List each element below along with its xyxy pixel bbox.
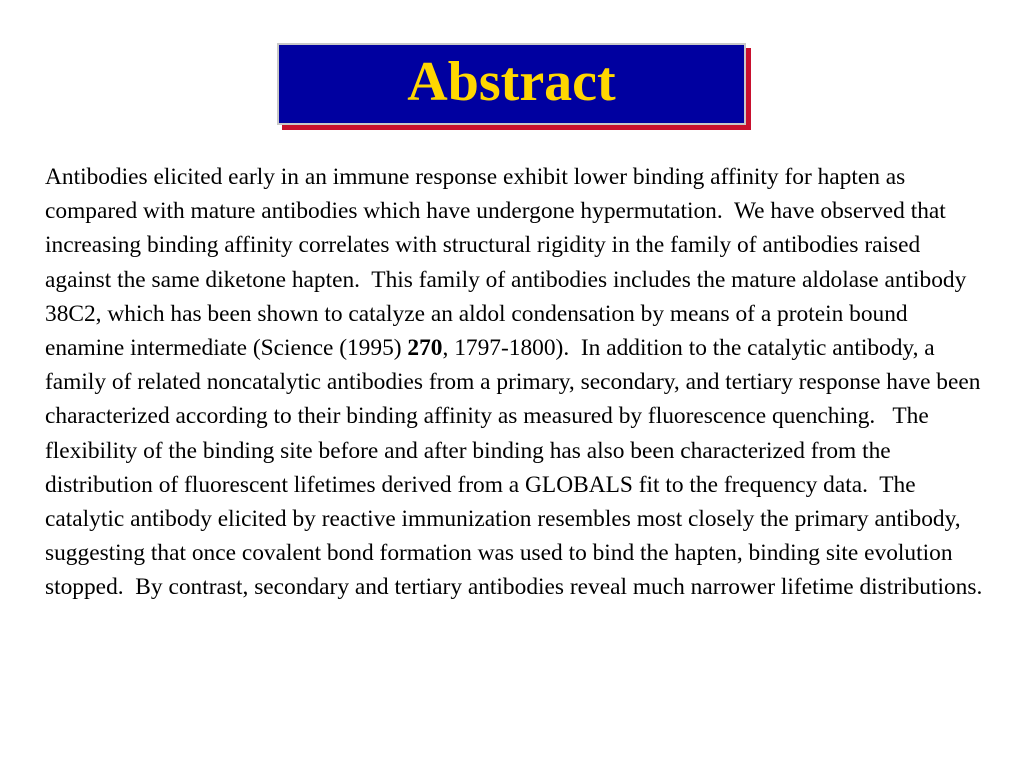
slide-title: Abstract: [407, 51, 616, 113]
abstract-text-part2: , 1797-1800). In addition to the catalytic antibody, a family of related noncatalytic antibodies from a primary, secondary, and tertiary response have been characterized according to their binding affinity as measured by fluorescence quenching. The flexibility of the binding site before and after binding has also been characterized from the distribution of fluorescent lifetimes derived from a GLOBALS fit to the frequency data. The catalytic antibody elicited by reactive immunization resembles most closely the primary antibody, suggesting that once covalent bond formation was used to bind the hapten, binding site evolution stopped. By contrast, secondary and tertiary antibodies reveal much narrower lifetime distributions.: [45, 335, 983, 601]
abstract-body: [45, 160, 985, 605]
abstract-volume-number: 270: [407, 335, 443, 362]
title-banner: [277, 43, 746, 125]
abstract-text-part1: Antibodies elicited early in an immune response exhibit lower binding affinity for hapten as compared with mature antibodies which have undergone hypermutation. We have observed that increasing binding affinity correlates with structural rigidity in the family of antibodies raised against the same diketone hapten. This family of antibodies includes the mature aldolase antibody 38C2, which has been shown to catalyze an aldol condensation by means of a protein bound enamine intermediate (Science (1995): [45, 164, 967, 362]
